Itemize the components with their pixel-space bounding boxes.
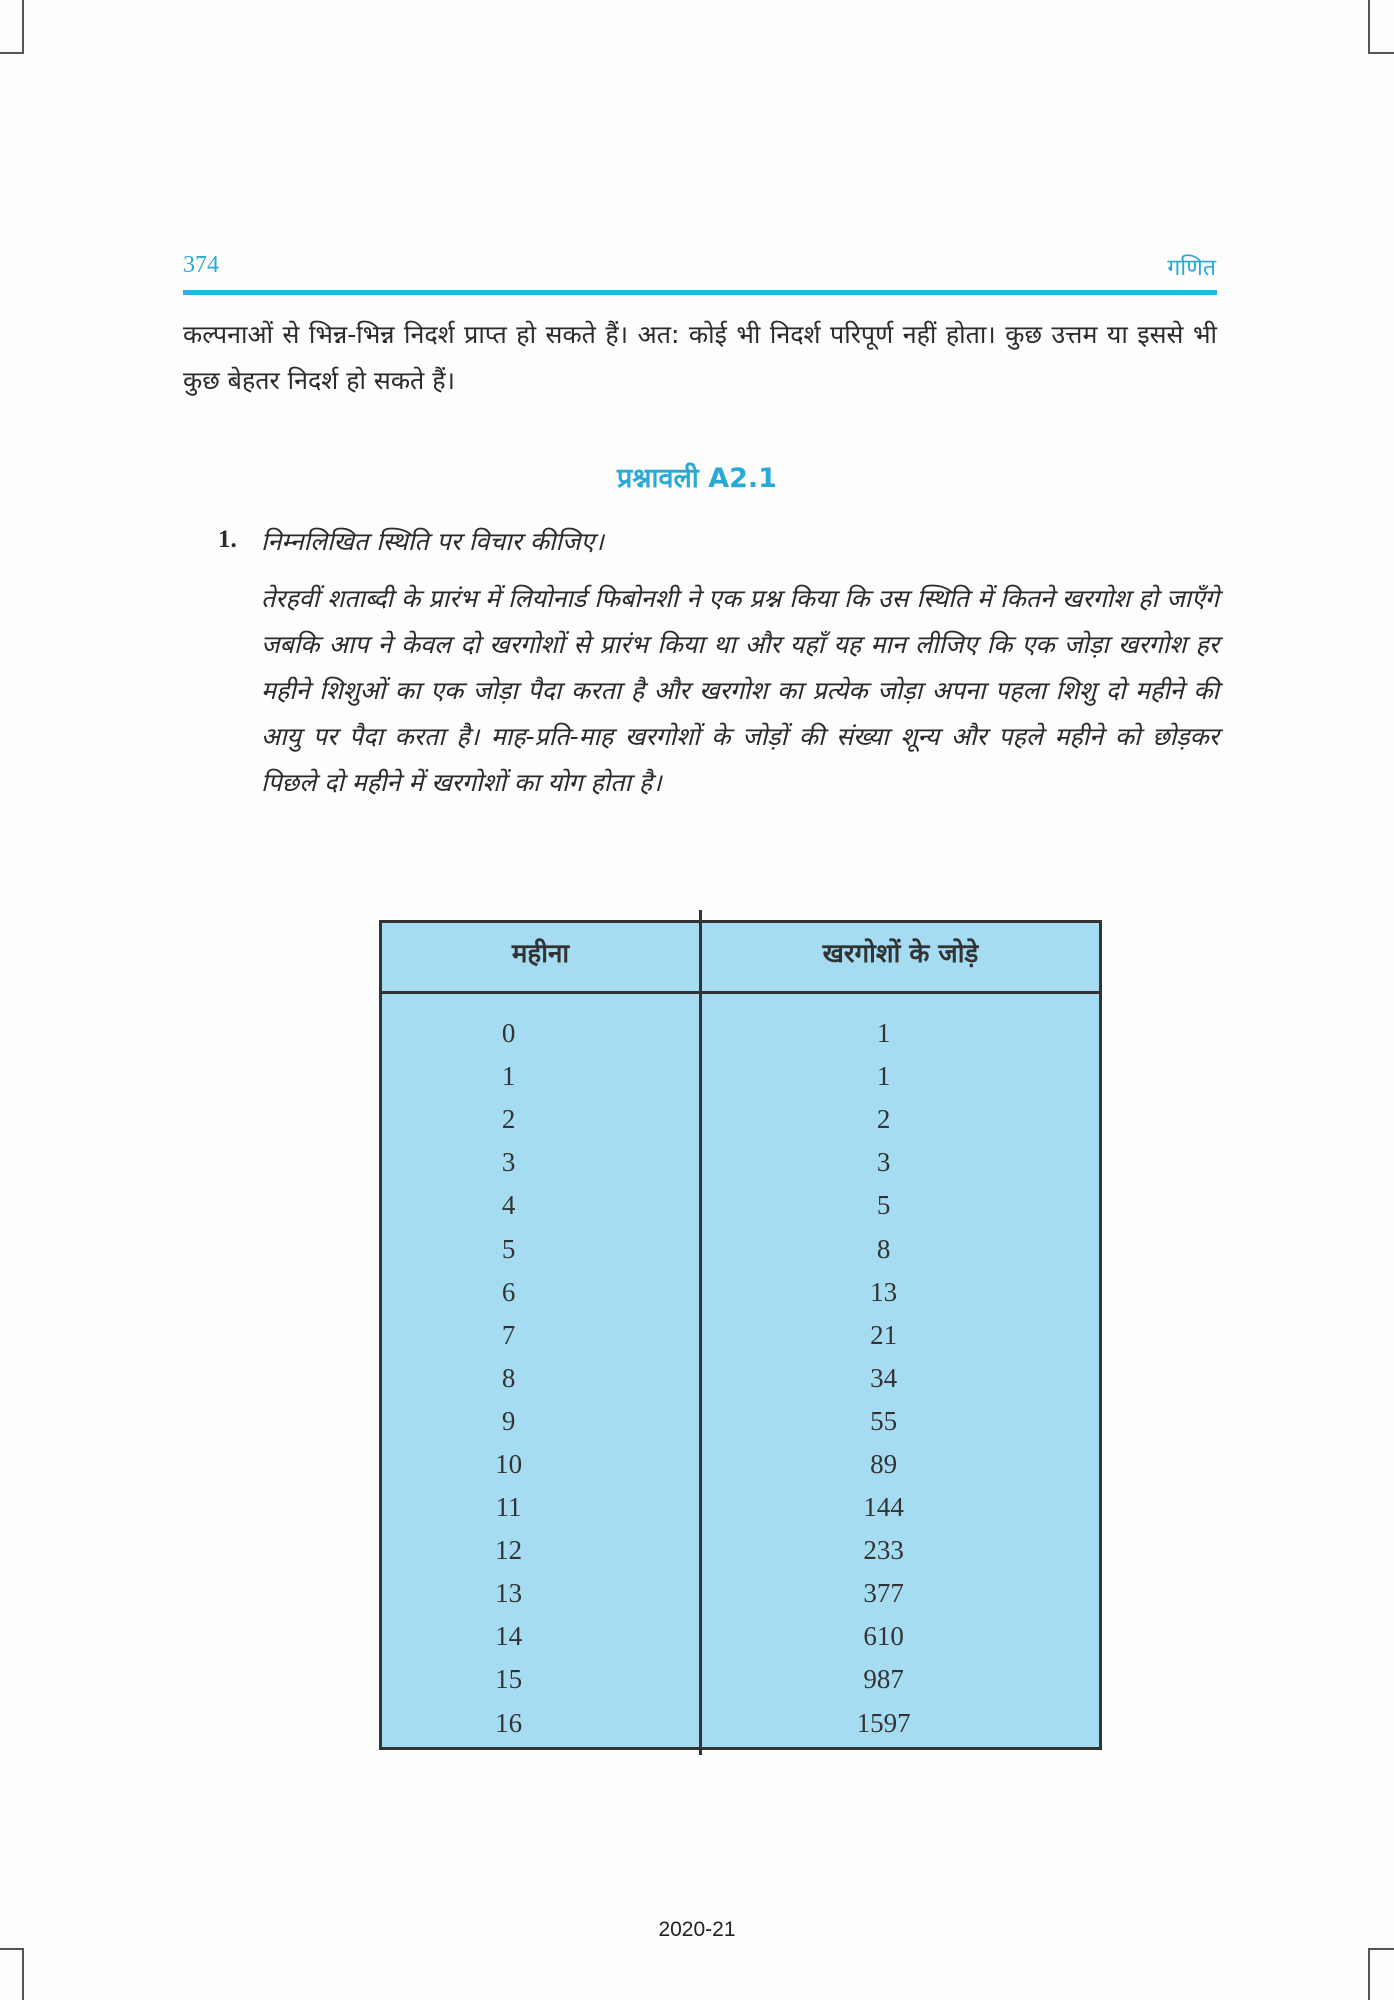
page-number: 374 bbox=[183, 252, 219, 278]
month-cell: 14 bbox=[495, 1621, 523, 1652]
pairs-cell: 1 bbox=[876, 1018, 891, 1049]
pairs-cell: 2 bbox=[876, 1104, 891, 1135]
table-row bbox=[382, 1141, 1099, 1184]
pairs-cell: 21 bbox=[870, 1319, 898, 1350]
question-body: तेरहवीं शताब्दी के प्रारंभ में लियोनार्ड फिबोनशी ने एक प्रश्न किया कि उस स्थिति में कितने खरगोश हो जाएँगे जबकि आप ने केवल दो खरगोशों से प्रारंभ किया था और यहाँ यह मान लीजिए कि एक जोड़ा खरगोश हर महीने शिशुओं का एक जोड़ा पैदा करता है और खरगोश का प्रत्येक जोड़ा अपना पहला शिशु दो महीने की आयु पर पैदा करता है। माह-प्रति-माह खरगोशों के जोड़ों की संख्या शून्य और पहले महीने को छोड़कर पिछले दो महीने में खरगोशों का योग होता है। bbox=[261, 584, 1219, 797]
table-row bbox=[382, 1012, 1099, 1055]
header-rule bbox=[183, 290, 1217, 295]
table-row bbox=[382, 1055, 1099, 1098]
pairs-cell: 233 bbox=[863, 1535, 904, 1566]
intro-paragraph: कल्पनाओं से भिन्न-भिन्न निदर्श प्राप्त हो सकते हैं। अत: कोई भी निदर्श परिपूर्ण नहीं होता। कुछ उत्तम या इससे भी कुछ बेहतर निदर्श हो सकते हैं। bbox=[183, 320, 1217, 395]
month-cell: 11 bbox=[495, 1492, 522, 1523]
table-header-divider bbox=[379, 991, 1102, 994]
month-cell: 15 bbox=[495, 1664, 523, 1695]
crop-mark bbox=[1368, 1948, 1370, 2000]
month-cell: 0 bbox=[501, 1018, 516, 1049]
table-header-month: महीना bbox=[511, 939, 570, 969]
pairs-cell: 987 bbox=[863, 1664, 904, 1695]
table-row bbox=[382, 1227, 1099, 1270]
crop-mark bbox=[1368, 52, 1394, 54]
pairs-cell: 34 bbox=[870, 1362, 898, 1393]
month-cell: 4 bbox=[501, 1190, 516, 1221]
table-row bbox=[382, 1529, 1099, 1572]
table-header-rabbit-pairs: खरगोशों के जोड़े bbox=[822, 939, 979, 969]
month-cell: 1 bbox=[501, 1061, 516, 1092]
table-row bbox=[382, 1184, 1099, 1227]
exercise-title: प्रश्नावली A2.1 bbox=[617, 463, 777, 494]
table-row bbox=[382, 1658, 1099, 1701]
crop-mark bbox=[0, 52, 24, 54]
crop-mark bbox=[1368, 1948, 1394, 1950]
table-row bbox=[382, 1486, 1099, 1529]
pairs-cell: 144 bbox=[863, 1492, 904, 1523]
month-cell: 2 bbox=[501, 1104, 516, 1135]
crop-mark bbox=[0, 1948, 24, 1950]
table-row bbox=[382, 1443, 1099, 1486]
table-row bbox=[382, 1314, 1099, 1357]
table-row bbox=[382, 1400, 1099, 1443]
question-lead: निम्नलिखित स्थिति पर विचार कीजिए। bbox=[261, 527, 604, 556]
month-cell: 6 bbox=[501, 1276, 516, 1307]
table-row bbox=[382, 1098, 1099, 1141]
month-cell: 10 bbox=[495, 1448, 523, 1479]
month-cell: 13 bbox=[495, 1578, 523, 1609]
table-row bbox=[382, 1357, 1099, 1400]
table-row bbox=[382, 1572, 1099, 1615]
table-body bbox=[382, 1012, 1099, 1745]
pairs-cell: 8 bbox=[876, 1233, 891, 1264]
pairs-cell: 610 bbox=[863, 1621, 904, 1652]
pairs-cell: 377 bbox=[863, 1578, 904, 1609]
pairs-cell: 89 bbox=[870, 1448, 898, 1479]
pairs-cell: 5 bbox=[876, 1190, 891, 1221]
month-cell: 5 bbox=[501, 1233, 516, 1264]
crop-mark bbox=[22, 0, 24, 52]
month-cell: 7 bbox=[501, 1319, 516, 1350]
month-cell: 12 bbox=[495, 1535, 523, 1566]
crop-mark bbox=[22, 1948, 24, 2000]
question-number: 1. bbox=[218, 526, 237, 553]
pairs-cell: 55 bbox=[870, 1405, 898, 1436]
month-cell: 16 bbox=[495, 1707, 523, 1738]
month-cell: 8 bbox=[501, 1362, 516, 1393]
running-header-subject: गणित bbox=[1167, 255, 1216, 281]
footer-year: 2020-21 bbox=[658, 1918, 736, 1941]
month-cell: 9 bbox=[501, 1405, 516, 1436]
table-row bbox=[382, 1271, 1099, 1314]
pairs-cell: 1 bbox=[876, 1061, 891, 1092]
pairs-cell: 13 bbox=[870, 1276, 898, 1307]
table-row bbox=[382, 1702, 1099, 1745]
table-row bbox=[382, 1615, 1099, 1658]
month-cell: 3 bbox=[501, 1147, 516, 1178]
crop-mark bbox=[1368, 0, 1370, 52]
pairs-cell: 1597 bbox=[856, 1707, 911, 1738]
pairs-cell: 3 bbox=[876, 1147, 891, 1178]
